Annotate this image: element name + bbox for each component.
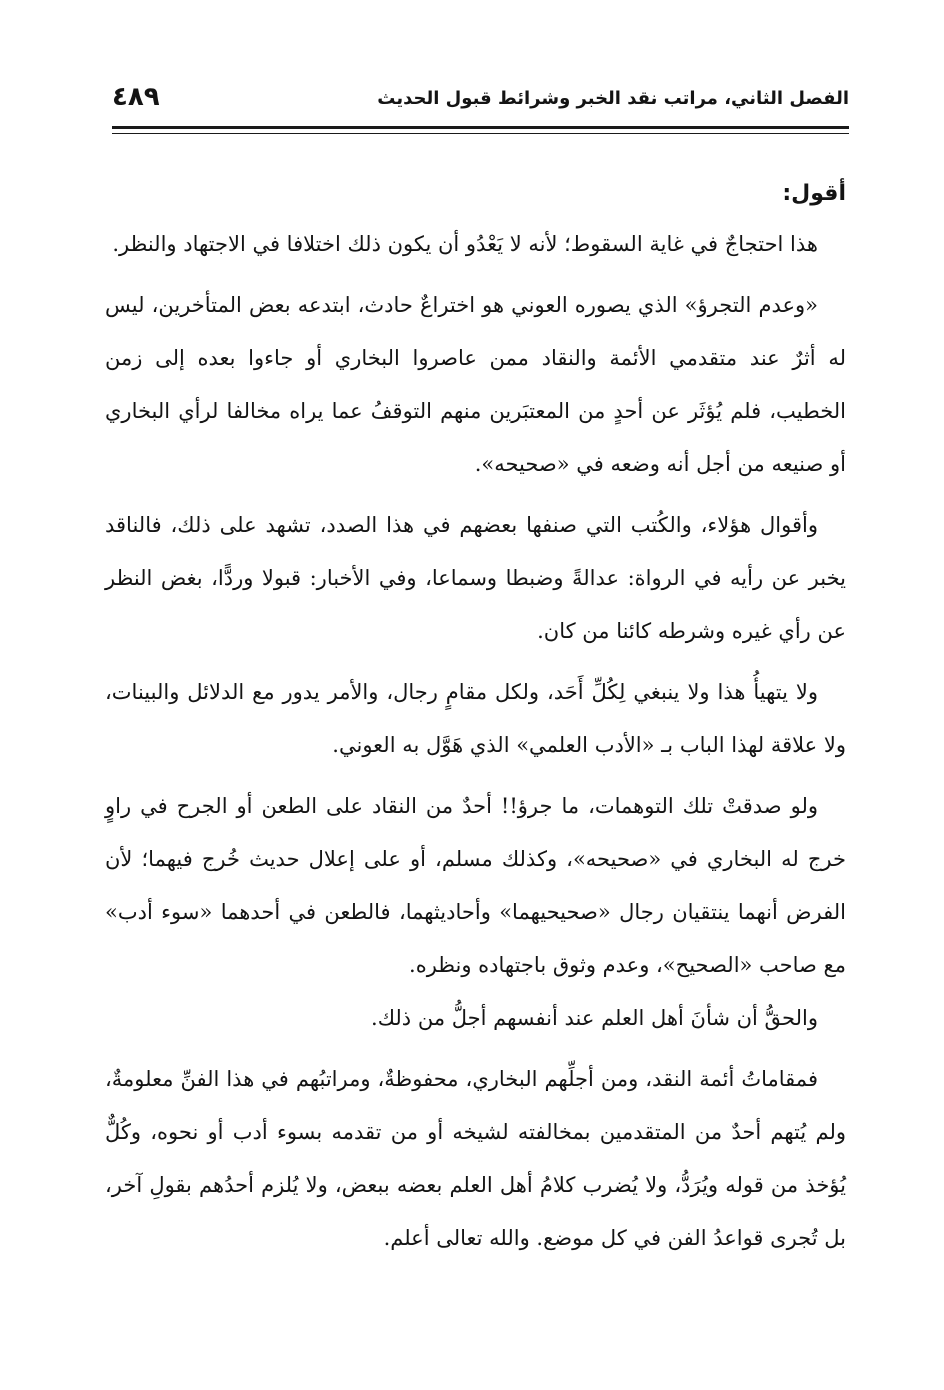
page-number: ٤٨٩ xyxy=(112,82,160,112)
running-title: الفصل الثاني، مراتب نقد الخبر وشرائط قبول الحديث xyxy=(377,88,849,109)
paragraph-2: «وعدم التجرؤ» الذي يصوره العوني هو اختراعٌ حادث، ابتدعه بعض المتأخرين، ليس له أثرٌ عند متقدمي الأئمة والنقاد ممن عاصروا البخاري أو جاءوا بعده إلى زمن الخطيب، فلم يُؤثَر عن أحدٍ من المعتبَرين منهم التوقفُ عما يراه مخالفا لرأي البخاري أو صنيعه من أجل أنه وضعه في «صحيحه». xyxy=(105,293,846,476)
paragraph-4: ولا يتهيأُ هذا ولا ينبغي لِكُلِّ أَحَد، ولكل مقامٍ رجال، والأمر يدور مع الدلائل والبينات، ولا علاقة لهذا الباب بـ «الأدب العلمي» الذي هَوَّل به العوني. xyxy=(105,680,846,757)
paragraph-6: والحقُّ أن شأنَ أهل العلم عند أنفسهم أجلُّ من ذلك. xyxy=(371,1006,818,1030)
paragraph-3: وأقوال هؤلاء، والكُتب التي صنفها بعضهم في هذا الصدد، تشهد على ذلك، فالناقد يخبر عن رأيه في الرواة: عدالةً وضبطا وسماعا، وفي الأخبار: قبولا وردًّا، بغض النظر عن رأي غيره وشرطه كائنا من كان. xyxy=(105,513,846,643)
paragraph-5: ولو صدقتْ تلك التوهمات، ما جرؤ!! أحدٌ من النقاد على الطعن أو الجرح في راوٍ خرج له البخاري في «صحيحه»، وكذلك مسلم، أو على إعلال حديث خُرج فيهما؛ لأن الفرض أنهما ينتقيان رجال «صحيحيهما» وأحاديثهما، فالطعن في أحدهما «سوء أدب» مع صاحب «الصحيح»، وعدم وثوق باجتهاده ونظره. xyxy=(105,794,846,977)
paragraph-1: هذا احتجاجٌ في غاية السقوط؛ لأنه لا يَعْدُو أن يكون ذلك اختلافا في الاجتهاد والنظر. xyxy=(112,232,818,256)
header-rule-thick xyxy=(112,126,849,129)
page-header xyxy=(112,80,849,124)
section-heading: أقول: xyxy=(782,181,846,206)
header-rule-thin xyxy=(112,133,849,134)
paragraph-7: فمقاماتُ أئمة النقد، ومن أجلِّهم البخاري، محفوظةٌ، ومراتبُهم في هذا الفنِّ معلومةٌ، ولم يُتهم أحدٌ من المتقدمين بمخالفته لشيخه أو من تقدمه بسوء أدب أو نحوه، وكُلٌّ يُؤخذ من قوله ويُرَدُّ، ولا يُضرب كلامُ أهل العلم بعضه ببعض، ولا يُلزم أحدُهم بقولِ آخر، بل تُجرى قواعدُ الفن في كل موضع. والله تعالى أعلم. xyxy=(105,1067,846,1250)
main-text xyxy=(105,170,846,1273)
